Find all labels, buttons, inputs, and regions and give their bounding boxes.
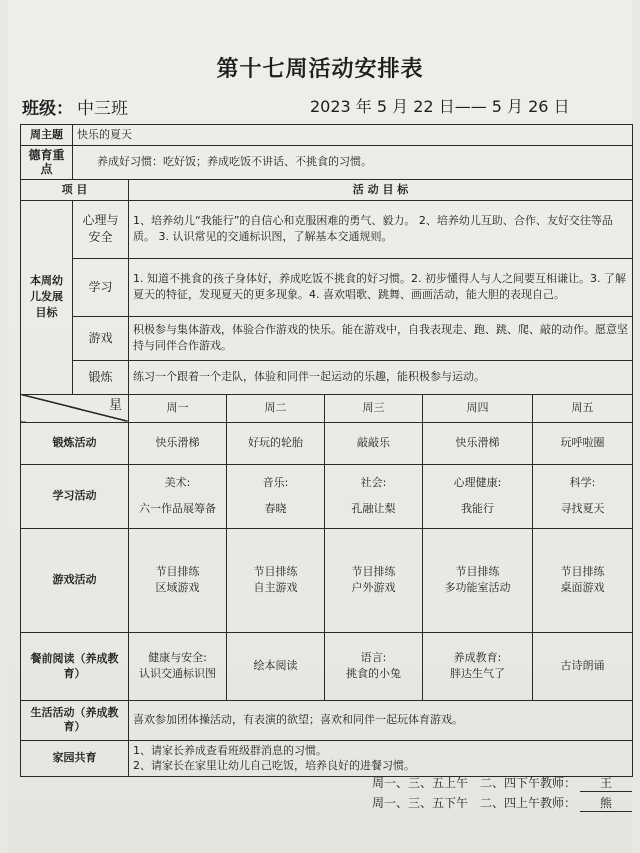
study-content: 寻找夏天 — [560, 502, 605, 516]
goal-text: 练习一个跟着一个走队，体验和同伴一起运动的乐趣，能积极参与运动。 — [129, 360, 633, 394]
play-line1: 节目排练 — [560, 565, 605, 579]
day-header: 周五 — [533, 394, 633, 422]
goal-header: 活 动 目 标 — [129, 179, 633, 200]
study-cell — [423, 464, 533, 528]
study-content: 我能行 — [461, 502, 494, 516]
theme-label: 周主题 — [21, 125, 73, 146]
day-header: 周三 — [325, 394, 423, 422]
play-line1: 节目排练 — [455, 565, 500, 579]
star-diagonal-cell — [21, 394, 129, 422]
signature-line — [372, 774, 632, 792]
reading-label: 餐前阅读（养成教育） — [21, 632, 129, 700]
study-row — [21, 464, 633, 528]
days-row — [21, 394, 633, 422]
moral-label: 德育重点 — [21, 145, 73, 179]
day-header: 周四 — [423, 394, 533, 422]
study-content: 六一作品展筹备 — [139, 502, 216, 516]
date-range: 2023 年 5 月 22 日—— 5 月 26 日 — [310, 97, 570, 116]
goal-name: 游戏 — [73, 316, 129, 360]
moral-row — [21, 145, 633, 179]
exercise-label: 锻炼活动 — [21, 422, 129, 464]
life-row — [21, 700, 633, 740]
life-label: 生活活动（养成教育） — [21, 700, 129, 740]
study-subject: 科学: — [569, 476, 596, 490]
schedule-table — [20, 124, 633, 777]
goal-name: 锻炼 — [73, 360, 129, 394]
theme-row — [21, 125, 633, 146]
exercise-cell: 好玩的轮胎 — [227, 422, 325, 464]
goal-text: 积极参与集体游戏，体验合作游戏的快乐。能在游戏中，自我表现走、跑、跳、爬、敲的动作。愿意坚持与同伴合作游戏。 — [129, 316, 633, 360]
header-row — [21, 179, 633, 200]
play-line2: 区域游戏 — [155, 581, 200, 595]
play-cell — [423, 528, 533, 632]
exercise-cell: 敲敲乐 — [325, 422, 423, 464]
reading-line2: 挑食的小兔 — [346, 667, 401, 681]
teacher-name: 王 — [580, 774, 632, 792]
moral-value: 养成好习惯：吃好饭；养成吃饭不讲话、不挑食的习惯。 — [73, 145, 633, 179]
exercise-row — [21, 422, 633, 464]
day-header: 周一 — [129, 394, 227, 422]
home-line: 1、请家长养成查看班级群消息的习惯。 — [133, 743, 327, 757]
study-content: 孔融让梨 — [351, 502, 396, 516]
reading-cell — [533, 632, 633, 700]
play-line2: 户外游戏 — [351, 581, 396, 595]
play-line1: 节目排练 — [351, 565, 396, 579]
theme-value: 快乐的夏天 — [73, 125, 633, 146]
study-subject: 社会: — [360, 476, 387, 490]
exercise-cell: 快乐滑梯 — [129, 422, 227, 464]
item-header: 项 目 — [21, 179, 129, 200]
goal-name: 学习 — [73, 258, 129, 316]
play-line2: 自主游戏 — [253, 581, 298, 595]
play-line2: 桌面游戏 — [560, 581, 605, 595]
play-cell — [533, 528, 633, 632]
play-line1: 节目排练 — [253, 565, 298, 579]
reading-line1: 语言: — [360, 651, 387, 665]
play-line2: 多功能室活动 — [444, 581, 511, 595]
day-header: 周二 — [227, 394, 325, 422]
reading-line2: 认识交通标识图 — [139, 667, 216, 681]
study-label: 学习活动 — [21, 464, 129, 528]
play-row — [21, 528, 633, 632]
play-line1: 节目排练 — [155, 565, 200, 579]
home-value — [129, 740, 633, 776]
reading-cell — [423, 632, 533, 700]
play-cell — [227, 528, 325, 632]
reading-row — [21, 632, 633, 700]
reading-line1: 养成教育: — [453, 651, 502, 665]
goal-row-psych — [21, 200, 633, 258]
home-line: 2、请家长在家里让幼儿自己吃饭，培养良好的进餐习惯。 — [133, 759, 415, 773]
class-name: 中三班 — [77, 99, 128, 119]
goal-row-study — [21, 258, 633, 316]
goal-name: 心理与安全 — [73, 200, 129, 258]
reading-line1: 健康与安全: — [148, 651, 207, 665]
life-value: 喜欢参加团体操活动，有表演的欲望；喜欢和同伴一起玩体育游戏。 — [129, 700, 633, 740]
signature-text: 周一、三、五下午 二、四上午教师： — [372, 796, 577, 810]
play-cell — [129, 528, 227, 632]
reading-line2: 古诗朗诵 — [560, 659, 605, 673]
goal-text: 1. 知道不挑食的孩子身体好，养成吃饭不挑食的好习惯。2. 初步懂得人与人之间要互相谦让。3. 了解夏天的特征，发现夏天的更多现象。4. 喜欢唱歌、跳舞、画画活动，能大胆的表现自己。 — [129, 258, 633, 316]
goal-text: 1、培养幼儿“我能行”的自信心和克服困难的勇气、毅力。 2、培养幼儿互助、合作、友好交往等品质。 3. 认识常见的交通标识图，了解基本交通规则。 — [129, 200, 633, 258]
goal-row-exercise — [21, 360, 633, 394]
exercise-cell: 玩呼啦圈 — [533, 422, 633, 464]
home-label: 家园共育 — [21, 740, 129, 776]
reading-cell — [129, 632, 227, 700]
reading-cell — [227, 632, 325, 700]
study-content: 春晓 — [264, 502, 287, 516]
teacher-name: 熊 — [580, 794, 632, 812]
home-row — [21, 740, 633, 776]
signature-text: 周一、三、五上午 二、四下午教师： — [372, 776, 577, 790]
exercise-cell: 快乐滑梯 — [423, 422, 533, 464]
class-label: 班级： — [22, 99, 73, 119]
play-cell — [325, 528, 423, 632]
study-subject: 美术: — [164, 476, 191, 490]
star-label: 星 — [108, 397, 122, 413]
reading-cell — [325, 632, 423, 700]
study-subject: 音乐: — [262, 476, 289, 490]
play-label: 游戏活动 — [21, 528, 129, 632]
goal-row-play — [21, 316, 633, 360]
page-title: 第十七周活动安排表 — [216, 57, 424, 82]
reading-line2: 胖达生气了 — [450, 667, 505, 681]
study-cell — [325, 464, 423, 528]
study-cell — [533, 464, 633, 528]
study-cell — [129, 464, 227, 528]
signature-line — [372, 794, 632, 812]
study-subject: 心理健康: — [453, 476, 502, 490]
goals-label: 本周幼儿发展目标 — [21, 200, 73, 394]
class-field — [22, 94, 128, 119]
reading-line2: 绘本阅读 — [253, 659, 298, 673]
study-cell — [227, 464, 325, 528]
